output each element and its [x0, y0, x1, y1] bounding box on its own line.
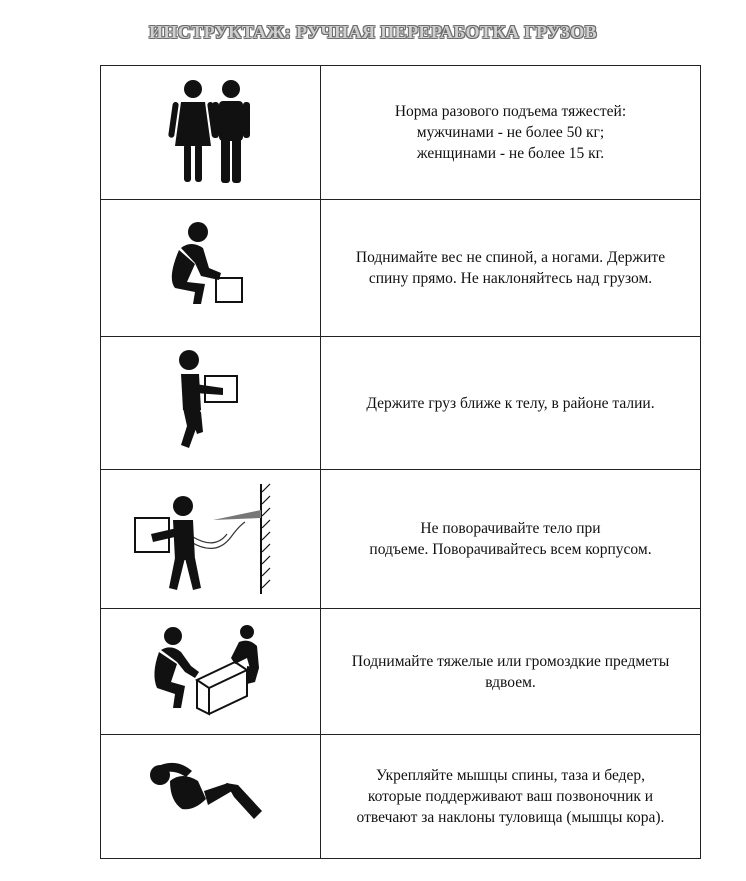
text-line: Не поворачивайте тело при	[420, 520, 601, 537]
pictogram-cell	[101, 735, 321, 859]
text-line: мужчинами - не более 50 кг;	[416, 124, 605, 141]
no-twist-icon	[131, 482, 291, 597]
instruction-text	[321, 66, 701, 200]
carry-close-icon	[161, 348, 261, 458]
text-line: Укрепляйте мышцы спины, таза и бедер,	[375, 767, 646, 784]
table-row	[101, 337, 701, 470]
text-line: Поднимайте вес не спиной, а ногами. Держите	[355, 249, 666, 266]
table-row	[101, 66, 701, 200]
pictogram-cell	[101, 200, 321, 337]
instruction-text	[321, 337, 701, 470]
pictogram-cell	[101, 66, 321, 200]
instruction-text	[321, 200, 701, 337]
pictogram-cell	[101, 609, 321, 735]
text-line: спину прямо. Не наклоняйтесь над грузом.	[368, 270, 653, 287]
instruction-text	[321, 470, 701, 609]
text-line: Поднимайте тяжелые или громоздкие предметы	[351, 652, 670, 670]
team-lift-icon	[151, 622, 271, 722]
text-line: которые поддерживают ваш позвоночник и	[367, 788, 654, 805]
man-woman-icon	[161, 78, 261, 188]
pictogram-cell	[101, 470, 321, 609]
table-row	[101, 735, 701, 859]
text-line: отвечают за наклоны туловища (мышцы кора).	[356, 809, 665, 826]
squat-lift-icon	[161, 218, 261, 318]
text-line: Норма разового подъема тяжестей:	[394, 103, 627, 120]
text-line: подъеме. Поворачивайтесь всем корпусом.	[369, 541, 652, 558]
table-row	[101, 609, 701, 735]
instruction-text	[321, 609, 701, 735]
core-exercise-icon	[146, 757, 276, 837]
text-line: Держите груз ближе к телу, в районе талии.	[366, 394, 655, 412]
instruction-table	[100, 65, 701, 859]
instruction-text	[321, 735, 701, 859]
text-line: вдвоем.	[485, 673, 536, 691]
table-row	[101, 470, 701, 609]
pictogram-cell	[101, 337, 321, 470]
page-title: ИНСТРУКТАЖ: РУЧНАЯ ПЕРЕРАБОТКА ГРУЗОВ	[149, 22, 597, 42]
text-line: женщинами - не более 15 кг.	[416, 145, 605, 162]
table-row	[101, 200, 701, 337]
